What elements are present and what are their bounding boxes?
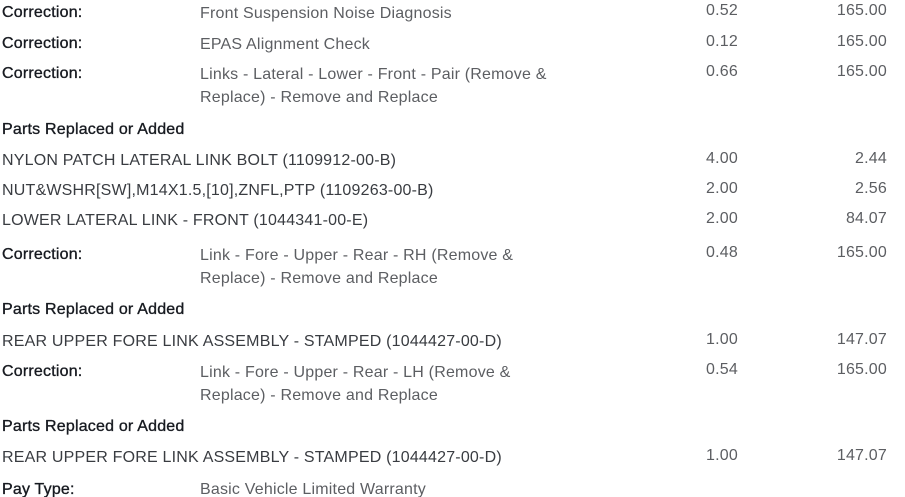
amount-value: 2.56 bbox=[855, 180, 887, 197]
parts-section-title: Parts Replaced or Added bbox=[2, 301, 185, 318]
correction-row bbox=[0, 63, 905, 109]
correction-description-line: Replace) - Remove and Replace bbox=[200, 89, 438, 106]
correction-description-line: Link - Fore - Upper - Rear - LH (Remove & bbox=[200, 364, 511, 381]
correction-description-line: Link - Fore - Upper - Rear - RH (Remove & bbox=[200, 247, 514, 264]
quantity-value: 0.54 bbox=[706, 361, 738, 378]
quantity-value: 2.00 bbox=[706, 210, 738, 227]
correction-description bbox=[200, 2, 670, 25]
correction-row bbox=[0, 361, 905, 407]
quantity-value: 2.00 bbox=[706, 180, 738, 197]
quantity-value: 0.48 bbox=[706, 244, 738, 261]
correction-label: Correction: bbox=[2, 363, 83, 380]
quantity-value: 1.00 bbox=[706, 331, 738, 348]
pay-type-label: Pay Type: bbox=[2, 481, 75, 497]
pay-type-value-wrap bbox=[200, 479, 670, 497]
correction-description-line: Replace) - Remove and Replace bbox=[200, 387, 438, 404]
correction-description bbox=[200, 244, 670, 290]
correction-description bbox=[200, 33, 670, 56]
correction-row bbox=[0, 2, 905, 24]
amount-value: 147.07 bbox=[836, 331, 887, 348]
amount-value: 2.44 bbox=[855, 150, 887, 167]
part-name: NYLON PATCH LATERAL LINK BOLT (1109912-00-B) bbox=[2, 152, 397, 169]
pay-type-value: Basic Vehicle Limited Warranty bbox=[200, 481, 426, 497]
amount-value: 165.00 bbox=[836, 63, 887, 80]
part-name: NUT&WSHR[SW],M14X1.5,[10],ZNFL,PTP (1109263-00-B) bbox=[2, 182, 434, 199]
parts-section-title: Parts Replaced or Added bbox=[2, 121, 185, 138]
part-row bbox=[0, 180, 905, 202]
amount-value: 165.00 bbox=[836, 33, 887, 50]
quantity-value: 0.12 bbox=[706, 33, 738, 50]
correction-label: Correction: bbox=[2, 35, 83, 52]
correction-description-line: Links - Lateral - Lower - Front - Pair (Remove & bbox=[200, 66, 547, 83]
quantity-value: 0.66 bbox=[706, 63, 738, 80]
part-name: LOWER LATERAL LINK - FRONT (1044341-00-E) bbox=[2, 212, 369, 229]
correction-description bbox=[200, 361, 670, 407]
part-row bbox=[0, 447, 905, 469]
part-row bbox=[0, 150, 905, 172]
amount-value: 165.00 bbox=[836, 2, 887, 19]
correction-label: Correction: bbox=[2, 65, 83, 82]
amount-value: 165.00 bbox=[836, 244, 887, 261]
pay-type-row bbox=[0, 479, 905, 497]
part-row bbox=[0, 210, 905, 232]
quantity-value: 1.00 bbox=[706, 447, 738, 464]
correction-description bbox=[200, 63, 670, 109]
part-name: REAR UPPER FORE LINK ASSEMBLY - STAMPED (1044427-00-D) bbox=[2, 449, 502, 466]
correction-description-line: Front Suspension Noise Diagnosis bbox=[200, 5, 452, 22]
parts-section-header bbox=[0, 299, 905, 321]
parts-section-header bbox=[0, 416, 905, 438]
quantity-value: 4.00 bbox=[706, 150, 738, 167]
quantity-value: 0.52 bbox=[706, 2, 738, 19]
amount-value: 84.07 bbox=[845, 210, 887, 227]
parts-section-header bbox=[0, 119, 905, 141]
parts-section-title: Parts Replaced or Added bbox=[2, 418, 185, 435]
correction-label: Correction: bbox=[2, 4, 83, 21]
part-row bbox=[0, 331, 905, 353]
correction-description-line: EPAS Alignment Check bbox=[200, 36, 371, 53]
amount-value: 165.00 bbox=[836, 361, 887, 378]
part-name: REAR UPPER FORE LINK ASSEMBLY - STAMPED (1044427-00-D) bbox=[2, 333, 502, 350]
correction-row bbox=[0, 33, 905, 55]
correction-description-line: Replace) - Remove and Replace bbox=[200, 270, 438, 287]
correction-label: Correction: bbox=[2, 246, 83, 263]
amount-value: 147.07 bbox=[836, 447, 887, 464]
correction-row bbox=[0, 244, 905, 290]
